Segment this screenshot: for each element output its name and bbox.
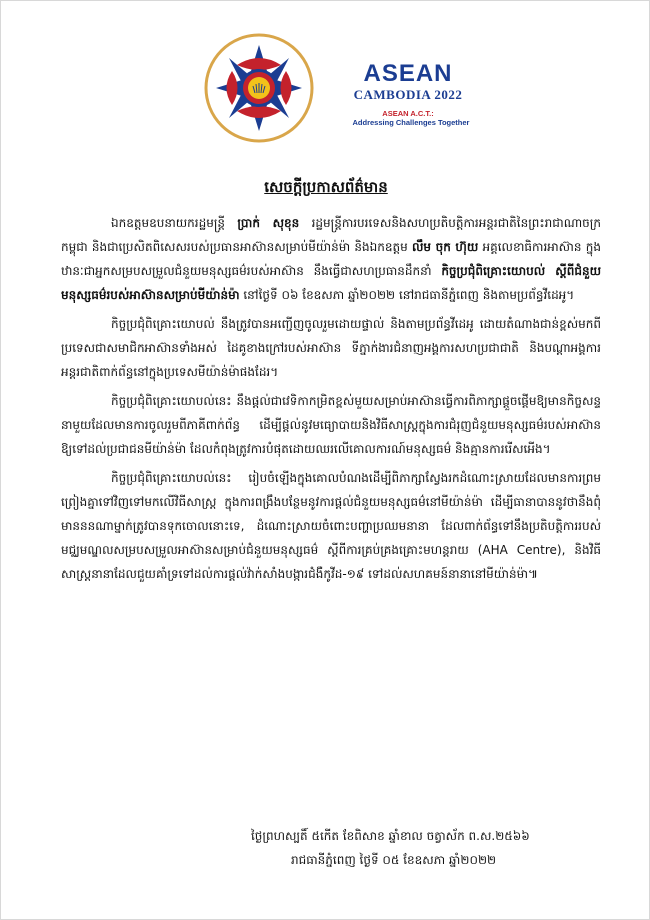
document-title: សេចក្តីប្រកាសព័ត៌មាន <box>264 178 388 196</box>
paragraph-2-text: កិច្ចប្រជុំពិគ្រោះយោបល់ នឹងត្រូវបានអញ្ជើញចូលរួមដោយផ្ទាល់ និងតាមប្រព័ន្ធវីដេអូ ដោយតំណាងជាន់ខ្ពស់មកពីប្រទេសជាសមាជិកអាស៊ានទាំងអស់ ដៃគូខាងក្រៅរបស់អាស៊ាន ទីភ្នាក់ងារជំនាញអង្គការសហប្រជាជាតិ និងបណ្តាអង្គការអន្តរជាតិពាក់ព័ន្ធនៅក្នុងប្រទេសមីយ៉ាន់ម៉ាផងដែរ។ <box>61 317 601 379</box>
brand-tagline-line1: ASEAN A.C.T.: <box>382 109 434 118</box>
document-body <box>61 211 601 591</box>
paragraph-2 <box>61 312 601 384</box>
paragraph-1-bold-3: កិច្ចប្រជុំពិគ្រោះយោបល់ ស្តីពីជំនួយមនុស្សធម៌របស់អាស៊ានសម្រាប់មីយ៉ាន់ម៉ា <box>61 264 601 302</box>
paragraph-1-bold-1: ប្រាក់ សុខុន <box>237 216 300 230</box>
paragraph-1-text-1: ឯកឧត្តមឧបនាយករដ្ឋមន្ត្រី <box>111 216 238 230</box>
date-block <box>251 824 611 872</box>
paragraph-4 <box>61 466 601 586</box>
asean-cambodia-2022-logo-icon <box>197 31 327 146</box>
paragraph-1 <box>61 211 601 307</box>
paragraph-1-bold-2: លឹម ចុក ហ៊ុយ <box>411 240 479 254</box>
brand-name: ASEAN <box>363 60 453 87</box>
brand-block <box>343 61 473 128</box>
paragraph-4-text: កិច្ចប្រជុំពិគ្រោះយោបល់នេះ រៀបចំឡើងក្នុងគោលបំណងដើម្បីពិភាក្សាស្វែងរកដំណោះស្រាយដែលមានការព្រមព្រៀងគ្នាទៅវិញទៅមកលើវិធីសាស្ត្រ ក្នុងការពង្រឹងបន្ថែមនូវការផ្តល់ជំនួយមនុស្សធម៌នៅមីយ៉ាន់ម៉ា ដើម្បីធានាបាននូវថានឹងពុំមានននណាម្នាក់ត្រូវបានទុកចោលនោះទេ, ដំណោះស្រាយចំពោះបញ្ហាប្រឈមនានា ដែលពាក់ព័ន្ធទៅនឹងប្រតិបត្តិការរបស់មជ្ឈមណ្ឌលសម្របសម្រួលអាស៊ានសម្រាប់ជំនួយមនុស្សធម៌ ស្តីពីការគ្រប់គ្រងគ្រោះមហន្តរាយ (AHA Centre), និងវិធីសាស្ត្រនានាដែលជួយគាំទ្រទៅដល់ការផ្តល់វ៉ាក់សាំងបង្ការជំងឺកូវីដ-១៩ ទៅដល់សហគមន៍នានានៅមីយ៉ាន់ម៉ា៕ <box>61 471 601 581</box>
letterhead <box>197 31 470 146</box>
paragraph-1-text-2: រដ្ឋមន្ត្រីការបរទេសនិងសហប្រតិបត្តិការអន្តរជាតិនៃព្រះរាជាណាចក្រកម្ពុជា និងជាប្រេសិតពិសេសរបស់ប្រធានអាស៊ានសម្រាប់មីយ៉ាន់ម៉ា និងឯកឧត្តម <box>61 216 601 254</box>
brand-subtitle: CAMBODIA 2022 <box>353 87 463 102</box>
date-solar: រាជធានីភ្នំពេញ ថ្ងៃទី ០៥ ខែឧសភា ឆ្នាំ២០២២ <box>291 853 497 867</box>
brand-tagline-line2: Addressing Challenges Together <box>352 118 470 127</box>
paragraph-3 <box>61 389 601 461</box>
paragraph-1-text-4: នៅថ្ងៃទី ០៦ ខែឧសភា ឆ្នាំ២០២២ នៅរាជធានីភ្នំពេញ និងតាមប្រព័ន្ធវីដេអូ។ <box>239 288 575 302</box>
paragraph-3-text: កិច្ចប្រជុំពិគ្រោះយោបល់នេះ នឹងផ្តល់ជាវេទិកាកម្រិតខ្ពស់មួយសម្រាប់អាស៊ានធ្វើការពិភាក្សាផ្តួចផ្តើមឱ្យមានកិច្ចសន្ទនាមួយដែលមានការចូលរួមពីភាគីពាក់ព័ន្ធ ដើម្បីផ្តល់នូវមធ្យោបាយនិងវិធីសាស្ត្រក្នុងការជំរុញជំនួយមនុស្សធម៌របស់អាស៊ានឱ្យទៅដល់ប្រជាជនមីយ៉ាន់ម៉ា ដែលកំពុងត្រូវការបំផុតដោយឈរលើគោលការណ៍មនុស្សធម៌ និងគ្មានការរើសអើង។ <box>61 394 601 456</box>
paragraph-1-text-3: អគ្គលេខាធិការអាស៊ាន ក្នុងឋានៈជាអ្នកសម្របសម្រួលជំនួយមនុស្សធម៌របស់អាស៊ាន នឹងធ្វើជាសហប្រធានដឹកនាំ <box>61 240 601 278</box>
date-lunar: ថ្ងៃព្រហស្បតិ៍ ៥កើត ខែពិសាខ ឆ្នាំខាល ចត្វាស័ក ព.ស.២៥៦៦ <box>251 829 530 843</box>
